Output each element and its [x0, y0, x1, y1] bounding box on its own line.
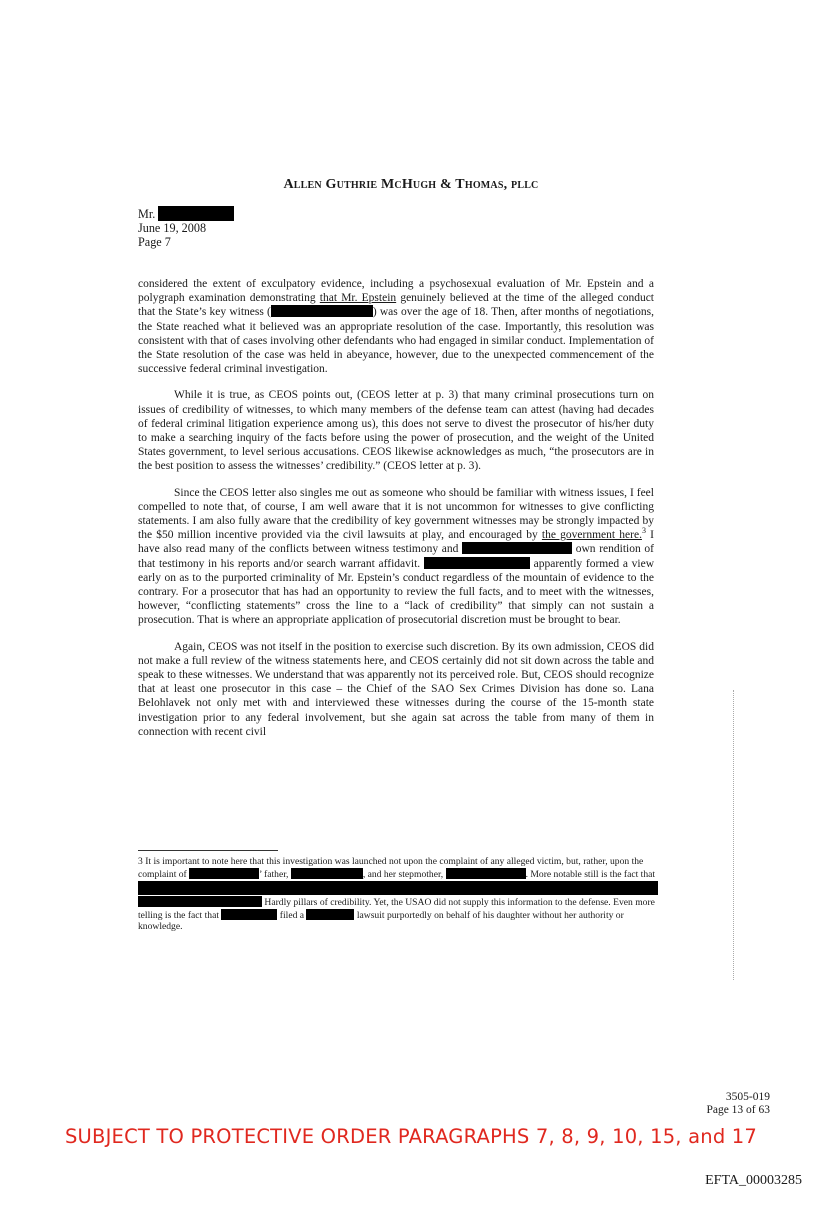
redaction-fn-6 — [306, 909, 354, 920]
document-id — [706, 1091, 770, 1117]
p3-text-1: Since the CEOS letter also singles me out as someone who should be familiar with witness issues, I feel compelled to note that, of course, I am well aware that it is not uncommon for witnesses to give conflicting statements. I am also fully aware that the credibility of key government witnesses may be strongly impacted by the $50 million incentive provided via the civil lawsuits at play, and encouraged by — [138, 486, 654, 542]
fn-text-4: . More notable still is the fact that — [525, 868, 656, 880]
redaction-recipient — [158, 206, 234, 221]
letterhead — [0, 177, 822, 193]
scan-artifact — [733, 690, 735, 980]
fn-text-7: lawsuit purportedly on behalf of his daughter without her authority or knowledge. — [138, 909, 624, 933]
letter-body — [138, 277, 654, 751]
fn-text-3: , and her stepmother, — [362, 868, 446, 880]
p3-underlined: the government here. — [541, 529, 642, 542]
letter-date: June 19, 2008 — [138, 221, 207, 235]
p1-underlined: that Mr. Epstein — [319, 292, 397, 305]
p1-text-1: considered the extent of exculpatory evidence, including a psychosexual evaluation of Mr. Epstein and a polygraph examination demonstrating — [138, 278, 654, 305]
p3-text-4: own rendition of that testimony in his reports and/or search warrant affidavit. — [138, 543, 655, 570]
footnote-3 — [138, 856, 658, 933]
doc-number: 3505-019 — [725, 1091, 770, 1103]
footnote-divider — [138, 850, 278, 851]
p3-text-5: apparently formed a view early on as to the purported criminality of Mr. Epstein’s conduct regardless of the mountain of evidence to the contrary. For a prosecutor that has had an opportunity to review the full facts, and to meet with the witnesses, however, “conflicting statements” cross the line to a “lack of credibility” that simply can not sustain a prosecution. That is where an appropriate application of prosecutorial discretion must be brought to bear. — [138, 557, 654, 627]
paragraph-4: Again, CEOS was not itself in the position to exercise such discretion. By its own admission, CEOS did not make a full review of the witness statements here, and CEOS certainly did not sit down across the table and speak to these witnesses. We understand that was apparently not its perceived role. But, CEOS should recognize that at least one prosecutor in this case – the Chief of the SAO Sex Crimes Division has done so. Lana Belohlavek not only met with and interviewed these witnesses during the course of the 15-month state investigation prior to any federal involvement, but she again sat across the table from many of them in connection with recent civil — [138, 640, 654, 738]
redaction-fn-4 — [138, 896, 262, 907]
fn-text-6: filed a — [277, 909, 307, 921]
footnote-ref-3[interactable]: 3 — [641, 526, 646, 536]
redaction-fn-3 — [446, 868, 526, 879]
redaction-agent-2 — [424, 557, 530, 569]
recipient-line — [138, 206, 234, 221]
redaction-witness — [271, 305, 373, 317]
redaction-fn-block — [138, 881, 658, 895]
paragraph-3 — [138, 486, 654, 628]
protective-order-banner: SUBJECT TO PROTECTIVE ORDER PARAGRAPHS 7, 8, 9, 10, 15, and 17 — [64, 1125, 758, 1148]
letter-page: Page 7 — [138, 235, 171, 249]
fn-text-1: 3 It is important to note here that this investigation was launched not upon the complaint of any alleged victim, but, rather, upon the complaint of — [138, 856, 644, 880]
doc-page-count: Page 13 of 63 — [706, 1104, 770, 1116]
firm-name: Allen Guthrie McHugh & Thomas, pllc — [283, 177, 539, 192]
salutation: Mr. — [138, 207, 156, 221]
p3-text-3: I have also read many of the conflicts between witness testimony and — [138, 529, 654, 556]
redaction-agent-1 — [462, 542, 572, 554]
fn-text-5: Hardly pillars of credibility. Yet, the USAO did not supply this information to the defense. Even more telling is the fact that — [138, 897, 655, 921]
efta-number: EFTA_00003285 — [705, 1173, 802, 1188]
paragraph-2: While it is true, as CEOS points out, (CEOS letter at p. 3) that many criminal prosecutions turn on issues of credibility of witnesses, to which many members of the defense team can attest (having had decades of federal criminal litigation experience among us), this does not serve to divest the prosecutor of his/her duty to make a searching inquiry of the facts before using the power of prosecution, and the weight of the United States government, to level serious accusations. CEOS likewise acknowledges as much, “the prosecutors are in the best position to assess the witnesses’ credibility.” (CEOS letter at p. 3). — [138, 389, 654, 473]
redaction-fn-1 — [189, 868, 259, 879]
p1-text-3: genuinely believed at the time of the alleged conduct that the State’s key witness ( — [138, 292, 654, 319]
fn-text-2: ’ father, — [259, 868, 291, 880]
paragraph-1 — [138, 277, 654, 376]
redaction-fn-5 — [221, 909, 277, 920]
redaction-fn-2 — [291, 868, 363, 879]
address-block — [138, 206, 234, 249]
p1-text-4: ) was over the age of 18. Then, after months of negotiations, the State reached what it believed was an appropriate resolution of the case. Importantly, this resolution was consistent with that of cases involving other defendants who had engaged in similar conduct. Implementation of the State resolution of the case was held in abeyance, however, due to the unexpected commencement of the successive federal criminal investigation. — [138, 306, 654, 376]
